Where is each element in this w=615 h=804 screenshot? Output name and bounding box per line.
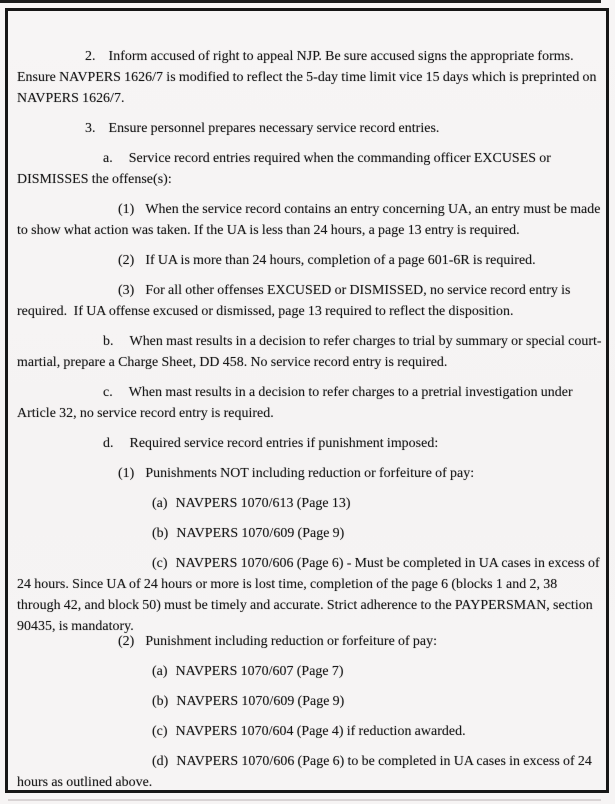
paragraph-text: For all other offenses EXCUSED or DISMISSED, no service record entry is required. If UA offense excused or dismissed, page 13 required to reflect the disposition. (17, 283, 574, 319)
paragraph (17, 661, 602, 682)
scan-top-artifact-line (0, 0, 601, 3)
paragraph (17, 199, 602, 241)
paragraph (17, 331, 602, 373)
list-label: (a) (152, 664, 168, 679)
list-label: (c) (152, 556, 168, 571)
paragraph-text: When the service record contains an entry concerning UA, an entry must be made to show what action was taken. If the UA is less than 24 hours, a page 13 entry is required. (17, 202, 604, 238)
paragraph-text: NAVPERS 1070/609 (Page 9) (176, 694, 345, 709)
paragraph (17, 250, 602, 271)
list-label: b. (103, 334, 114, 349)
list-label: (d) (152, 754, 169, 769)
paragraph (17, 46, 602, 109)
list-label: (3) (118, 283, 135, 298)
paragraph-text: When mast results in a decision to refer charges to trial by summary or special court-martial, prepare a Charge Sheet, DD 458. No service record entry is required. (17, 334, 602, 370)
paragraph-text: Punishment including reduction or forfeiture of pay: (145, 634, 438, 649)
paragraph (17, 691, 602, 712)
paragraph-text: Service record entries required when the commanding officer EXCUSES or DISMISSES the offense(s): (17, 151, 555, 187)
paragraph (17, 553, 602, 637)
paragraph-text: NAVPERS 1070/613 (Page 13) (175, 496, 351, 511)
paragraph (17, 148, 602, 190)
paragraph-text: Ensure personnel prepares necessary service record entries. (108, 121, 440, 136)
paragraph (17, 382, 602, 424)
paragraph-text: NAVPERS 1070/609 (Page 9) (176, 526, 345, 541)
list-label: 2. (85, 49, 96, 64)
list-label: c. (103, 385, 113, 400)
list-label: (a) (152, 496, 168, 511)
list-label: (1) (118, 202, 135, 217)
list-label: (c) (152, 724, 168, 739)
paragraph-text: NAVPERS 1070/606 (Page 6) to be completed in UA cases in excess of 24 hours as outlined above. (17, 754, 596, 790)
list-label: a. (103, 151, 113, 166)
paragraph-text: When mast results in a decision to refer charges to a pretrial investigation under Article 32, no service record entry is required. (17, 385, 576, 421)
paragraph-text: NAVPERS 1070/606 (Page 6) - Must be completed in UA cases in excess of 24 hours. Since UA of 24 hours or more is lost time, completion of the page 6 (blocks 1 and 2, 38 through 42, and block 50) must be timely and accurate. Strict adherence to the PAYPERSMAN, section 90435, is mandatory. (17, 556, 603, 634)
paragraph (17, 280, 602, 322)
list-label: (1) (118, 466, 135, 481)
list-label: 3. (85, 121, 96, 136)
paragraph-text: Inform accused of right to appeal NJP. Be sure accused signs the appropriate forms. Ensure NAVPERS 1626/7 is modified to reflect the 5-day time limit vice 15 days which is preprinted on NAVPERS 1626/7. (17, 49, 600, 106)
paragraph-text: If UA is more than 24 hours, completion of a page 601-6R is required. (145, 253, 536, 268)
scan-bottom-artifact-line (8, 799, 601, 801)
list-label: (b) (152, 526, 169, 541)
document-body (8, 11, 606, 802)
paragraph (17, 463, 602, 484)
paragraph-text: NAVPERS 1070/607 (Page 7) (175, 664, 344, 679)
paragraph-text: NAVPERS 1070/604 (Page 4) if reduction awarded. (175, 724, 466, 739)
paragraph (17, 751, 602, 793)
paragraph (17, 721, 602, 742)
paragraph (17, 433, 602, 454)
paragraph (17, 493, 602, 514)
list-label: (2) (118, 634, 135, 649)
list-label: (2) (118, 253, 135, 268)
paragraph (17, 523, 602, 544)
list-label: (b) (152, 694, 169, 709)
paragraph-text: Punishments NOT including reduction or forfeiture of pay: (145, 466, 475, 481)
list-label: d. (103, 436, 114, 451)
paragraph (17, 118, 602, 139)
paragraph-text: Required service record entries if punishment imposed: (129, 436, 439, 451)
